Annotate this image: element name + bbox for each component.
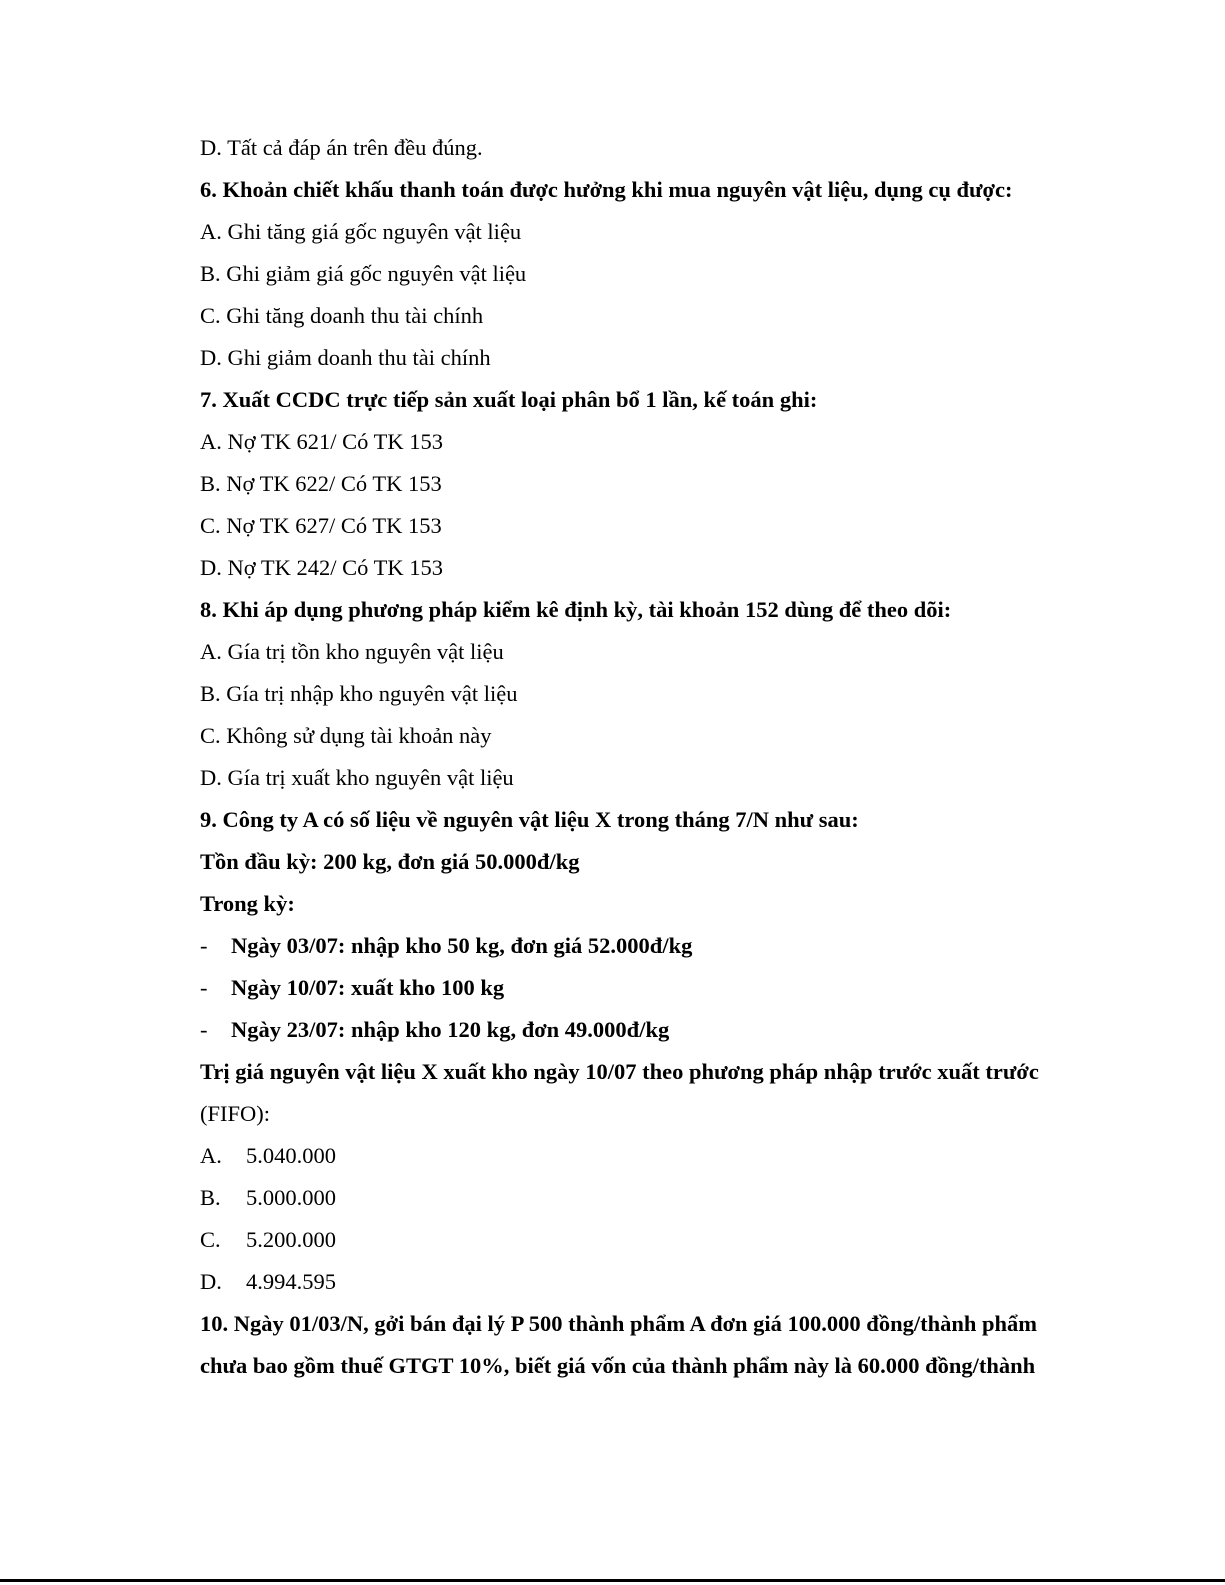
q8-option-a: A. Gía trị tồn kho nguyên vật liệu <box>200 639 504 664</box>
option-value: 4.994.595 <box>246 1269 336 1294</box>
q6-option-a: A. Ghi tăng giá gốc nguyên vật liệu <box>200 219 522 244</box>
q6-option-d: D. Ghi giảm doanh thu tài chính <box>200 345 491 370</box>
q9-option-b <box>200 1177 1120 1219</box>
option-letter: D. <box>200 1269 222 1294</box>
option-letter: C. <box>200 1227 221 1252</box>
option-value: 5.000.000 <box>246 1185 336 1210</box>
q7-option-b: B. Nợ TK 622/ Có TK 153 <box>200 471 442 496</box>
q10-question-line-1: 10. Ngày 01/03/N, gởi bán đại lý P 500 thành phẩm A đơn giá 100.000 đồng/thành phẩm <box>200 1311 1038 1336</box>
q6-option-b: B. Ghi giảm giá gốc nguyên vật liệu <box>200 261 527 286</box>
bullet-dash: - <box>200 1017 208 1042</box>
q9-ask-line-1: Trị giá nguyên vật liệu X xuất kho ngày 10/07 theo phương pháp nhập trước xuất trước <box>200 1059 1039 1084</box>
q9-transaction <box>200 967 1120 1009</box>
q9-transaction-text: Ngày 03/07: nhập kho 50 kg, đơn giá 52.000đ/kg <box>231 933 693 958</box>
document-page <box>200 127 1120 1387</box>
q9-opening-balance: Tồn đầu kỳ: 200 kg, đơn giá 50.000đ/kg <box>200 849 580 874</box>
q7-option-a: A. Nợ TK 621/ Có TK 153 <box>200 429 443 454</box>
q7-question: 7. Xuất CCDC trực tiếp sản xuất loại phân bổ 1 lần, kế toán ghi: <box>200 387 818 412</box>
bullet-dash: - <box>200 933 208 958</box>
q9-question: 9. Công ty A có số liệu về nguyên vật liệu X trong tháng 7/N như sau: <box>200 807 859 832</box>
q7-option-d: D. Nợ TK 242/ Có TK 153 <box>200 555 443 580</box>
q9-option-c <box>200 1219 1120 1261</box>
q5-option-d: D. Tất cả đáp án trên đều đúng. <box>200 135 483 160</box>
q7-option-c: C. Nợ TK 627/ Có TK 153 <box>200 513 442 538</box>
q8-question: 8. Khi áp dụng phương pháp kiểm kê định kỳ, tài khoản 152 dùng để theo dõi: <box>200 597 952 622</box>
q8-option-c: C. Không sử dụng tài khoản này <box>200 723 492 748</box>
q8-option-d: D. Gía trị xuất kho nguyên vật liệu <box>200 765 514 790</box>
q9-during-period: Trong kỳ: <box>200 891 295 916</box>
q9-option-a <box>200 1135 1120 1177</box>
q10-question-line-2: chưa bao gồm thuế GTGT 10%, biết giá vốn của thành phẩm này là 60.000 đồng/thành <box>200 1353 1036 1378</box>
q9-ask-line-2: (FIFO): <box>200 1101 271 1126</box>
page-bottom-border <box>0 1579 1225 1582</box>
bullet-dash: - <box>200 975 208 1000</box>
q8-option-b: B. Gía trị nhập kho nguyên vật liệu <box>200 681 518 706</box>
q6-option-c: C. Ghi tăng doanh thu tài chính <box>200 303 484 328</box>
option-value: 5.200.000 <box>246 1227 336 1252</box>
q9-transaction <box>200 1009 1120 1051</box>
option-value: 5.040.000 <box>246 1143 336 1168</box>
q6-question: 6. Khoản chiết khấu thanh toán được hưởng khi mua nguyên vật liệu, dụng cụ được: <box>200 177 1013 202</box>
q9-option-d <box>200 1261 1120 1303</box>
q9-transaction-text: Ngày 23/07: nhập kho 120 kg, đơn 49.000đ/kg <box>231 1017 670 1042</box>
q9-transaction-text: Ngày 10/07: xuất kho 100 kg <box>231 975 505 1000</box>
option-letter: A. <box>200 1143 222 1168</box>
q9-transaction <box>200 925 1120 967</box>
option-letter: B. <box>200 1185 221 1210</box>
